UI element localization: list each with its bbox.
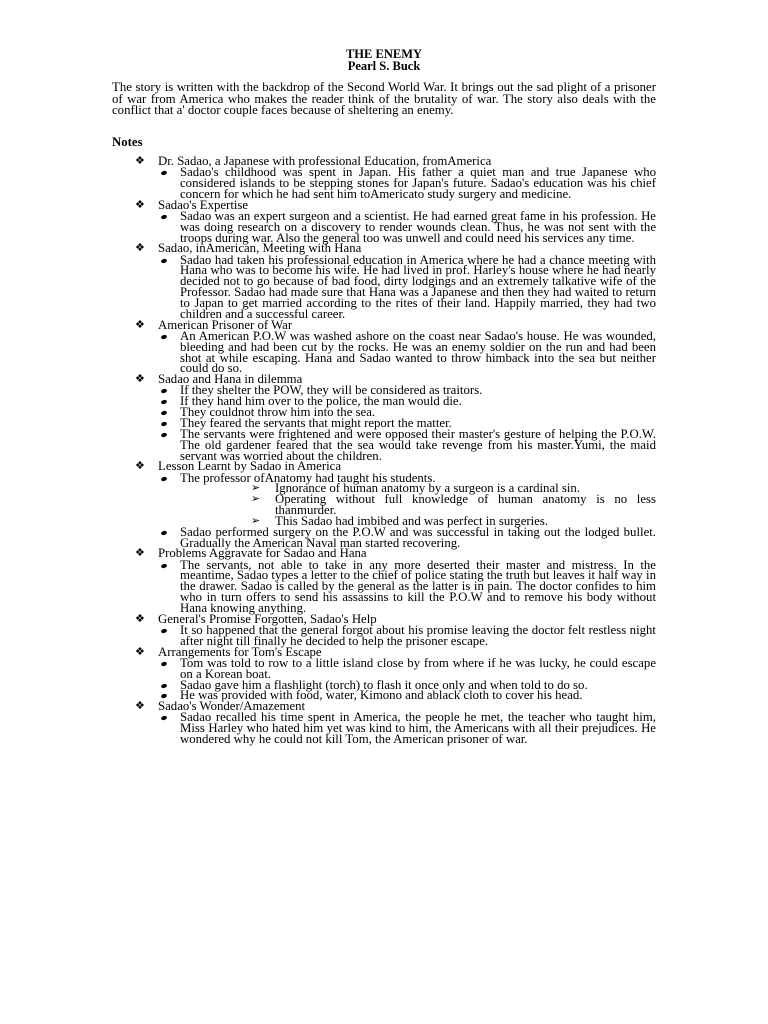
bullet-text: They couldnot throw him into the sea.	[180, 405, 376, 420]
diamond-bullet-icon: ❖	[135, 645, 145, 658]
note-section	[134, 548, 656, 613]
bullet-item	[134, 524, 656, 550]
bullet-text: The servants were frightened and were opposed their master's gesture of helping the P.O.W. The old gardener feared that the sea would take revenge from his master.Yumi, the maid servant was worried about the children.	[180, 426, 656, 463]
bullet-item	[134, 208, 656, 245]
bullet-item	[134, 557, 656, 615]
bullet-dot-icon	[160, 421, 167, 427]
section-heading-text: Problems Aggravate for Sadao and Hana	[158, 546, 367, 561]
diamond-bullet-icon: ❖	[135, 155, 145, 167]
bullet-dot-icon	[160, 563, 167, 569]
diamond-bullet-icon: ❖	[135, 242, 145, 255]
bullet-dot-icon	[160, 399, 167, 405]
bullet-dot-icon	[160, 334, 167, 340]
bullet-text: He was provided with food, water, Kimono and ablack cloth to cover his head.	[180, 688, 583, 703]
bullet-dot-icon	[160, 258, 167, 264]
bullet-dot-icon	[160, 476, 167, 482]
bullet-item	[134, 712, 656, 745]
diamond-bullet-icon: ❖	[135, 318, 145, 331]
section-heading-text: Sadao's Expertise	[158, 197, 249, 212]
note-section	[134, 644, 656, 703]
diamond-bullet-icon: ❖	[135, 198, 145, 211]
section-heading-text: Lesson Learnt by Sadao in America	[158, 459, 342, 474]
bullet-text: They feared the servants that might report the matter.	[180, 415, 452, 430]
bullet-item	[134, 252, 656, 321]
section-heading-text: Sadao's Wonder/Amazement	[158, 699, 306, 714]
document-author: Pearl S. Buck	[347, 59, 421, 73]
bullet-text: It so happened that the general forgot about his promise leaving the doctor felt restless night after night till finally he decided to help the prisoner escape.	[180, 623, 656, 648]
bullet-dot-icon	[160, 214, 167, 220]
bullet-text: Tom was told to row to a little island close by from where if he was lucky, he could escape on a Korean boat.	[180, 655, 656, 681]
bullet-dot-icon	[160, 170, 167, 176]
bullet-item	[134, 167, 656, 200]
bullet-text: Sadao performed surgery on the P.O.W and was successful in taking out the lodged bullet. Gradually the American Naval man started recovering.	[180, 524, 656, 550]
bullet-text: An American P.O.W was washed ashore on the coast near Sadao's house. He was wounded, bleeding and had been cut by the rocks. He was an enemy soldier on the run and had been shot at while escaping. Hana and Sadao wanted to throw himback into the sea but neither could do so.	[180, 328, 656, 376]
bullet-text: The servants, not able to take in any more deserted their master and mistress. In the meantime, Sadao types a letter to the chief of police stating the truth but leaves it half way in the drawer. Sadao is called by the general as the latter is in pain. The doctor confides to him who in turn offers to send his assassins to kill the P.O.W and to remove his body without Hana knowing anything.	[180, 557, 656, 615]
bullet-item	[134, 426, 656, 463]
bullet-item	[134, 655, 656, 681]
note-section	[134, 611, 656, 648]
sub-bullet-text: Operating without full knowledge of human anatomy is no less thanmurder.	[275, 492, 656, 518]
notes-heading: Notes	[112, 135, 143, 149]
bullet-text: Sadao had taken his professional education in America where he had a chance meeting with Hana who was to become his wife. He had lived in prof. Harley's house where he had nearly decided not to go because of bad food, dirty lodgings and an extremely talkative wife of the Professor. Sadao had made sure that Hana was a Japanese and then they had waited to return to Japan to get married according to the rites of their land. Happily married, they had two children and a successful career.	[180, 252, 656, 321]
section-heading-text: Sadao and Hana in dilemma	[158, 372, 303, 387]
bullet-dot-icon	[160, 683, 167, 689]
notes-list	[134, 156, 656, 745]
document-title: THE ENEMY	[345, 47, 423, 61]
bullet-dot-icon	[160, 432, 167, 438]
sub-bullet-text: This Sadao had imbibed and was perfect in surgeries.	[275, 513, 549, 528]
title-block	[0, 48, 768, 72]
bullet-text: If they shelter the POW, they will be considered as traitors.	[180, 383, 483, 398]
note-section	[134, 374, 656, 461]
bullet-text: Sadao recalled his time spent in America, the people he met, the teacher who taught him, Miss Harley who hated him yet was kind to him, the Americans with all their prejudices. He wondered why he could not kill Tom, the American prisoner of war.	[180, 710, 656, 747]
diamond-bullet-icon: ❖	[135, 700, 145, 713]
sub-bullet-text: Ignorance of human anatomy by a surgeon is a cardinal sin.	[275, 481, 581, 496]
note-section	[134, 701, 656, 745]
bullet-dot-icon	[160, 661, 167, 667]
bullet-text: Sadao was an expert surgeon and a scientist. He had earned great fame in his profession. He was doing research on a discovery to render wounds clean. Thus, he was not sent with the troops during war. Also the general too was unwell and could need his services any time.	[180, 208, 656, 245]
diamond-bullet-icon: ❖	[135, 547, 145, 560]
note-section	[134, 317, 656, 376]
bullet-text: Sadao gave him a flashlight (torch) to flash it once only and when told to do so.	[180, 677, 588, 692]
bullet-text: If they hand him over to the police, the man would die.	[180, 394, 462, 409]
note-section	[134, 156, 656, 200]
bullet-text: Sadao's childhood was spent in Japan. His father a quiet man and true Japanese who considered islands to be stepping stones for Japan's future. Sadao's education was his chief concern for which he had sent him toAmericato study surgery and medicine.	[180, 165, 656, 201]
bullet-dot-icon	[160, 410, 167, 416]
bullet-text: The professor ofAnatomy had taught his students.	[180, 470, 436, 485]
arrow-bullet-icon: ➢	[251, 482, 261, 495]
diamond-bullet-icon: ❖	[135, 460, 145, 473]
bullet-dot-icon	[160, 389, 167, 395]
arrow-bullet-icon: ➢	[251, 493, 261, 506]
sub-bullet-item	[134, 494, 656, 516]
note-section	[134, 461, 656, 548]
bullet-item	[134, 625, 656, 647]
arrow-bullet-icon: ➢	[251, 514, 261, 527]
bullet-dot-icon	[160, 530, 167, 536]
diamond-bullet-icon: ❖	[135, 373, 145, 386]
intro-paragraph: The story is written with the backdrop of the Second World War. It brings out the sad plight of a prisoner of war from America who makes the reader think of the brutality of war. The story also deals with the conflict that a' doctor couple faces because of sheltering an enemy.	[112, 80, 656, 118]
section-heading-text: Arrangements for Tom's Escape	[158, 644, 322, 659]
bullet-dot-icon	[160, 716, 167, 722]
bullet-item	[134, 328, 656, 376]
section-heading-text: Dr. Sadao, a Japanese with professional Education, fromAmerica	[158, 154, 492, 168]
note-section	[134, 243, 656, 319]
note-section	[134, 197, 656, 245]
diamond-bullet-icon: ❖	[135, 612, 145, 625]
section-heading-text: American Prisoner of War	[158, 317, 293, 332]
section-heading-text: General's Promise Forgotten, Sadao's Help	[158, 611, 377, 626]
bullet-dot-icon	[160, 628, 167, 634]
section-heading-text: Sadao, inAmerican, Meeting with Hana	[158, 241, 362, 256]
